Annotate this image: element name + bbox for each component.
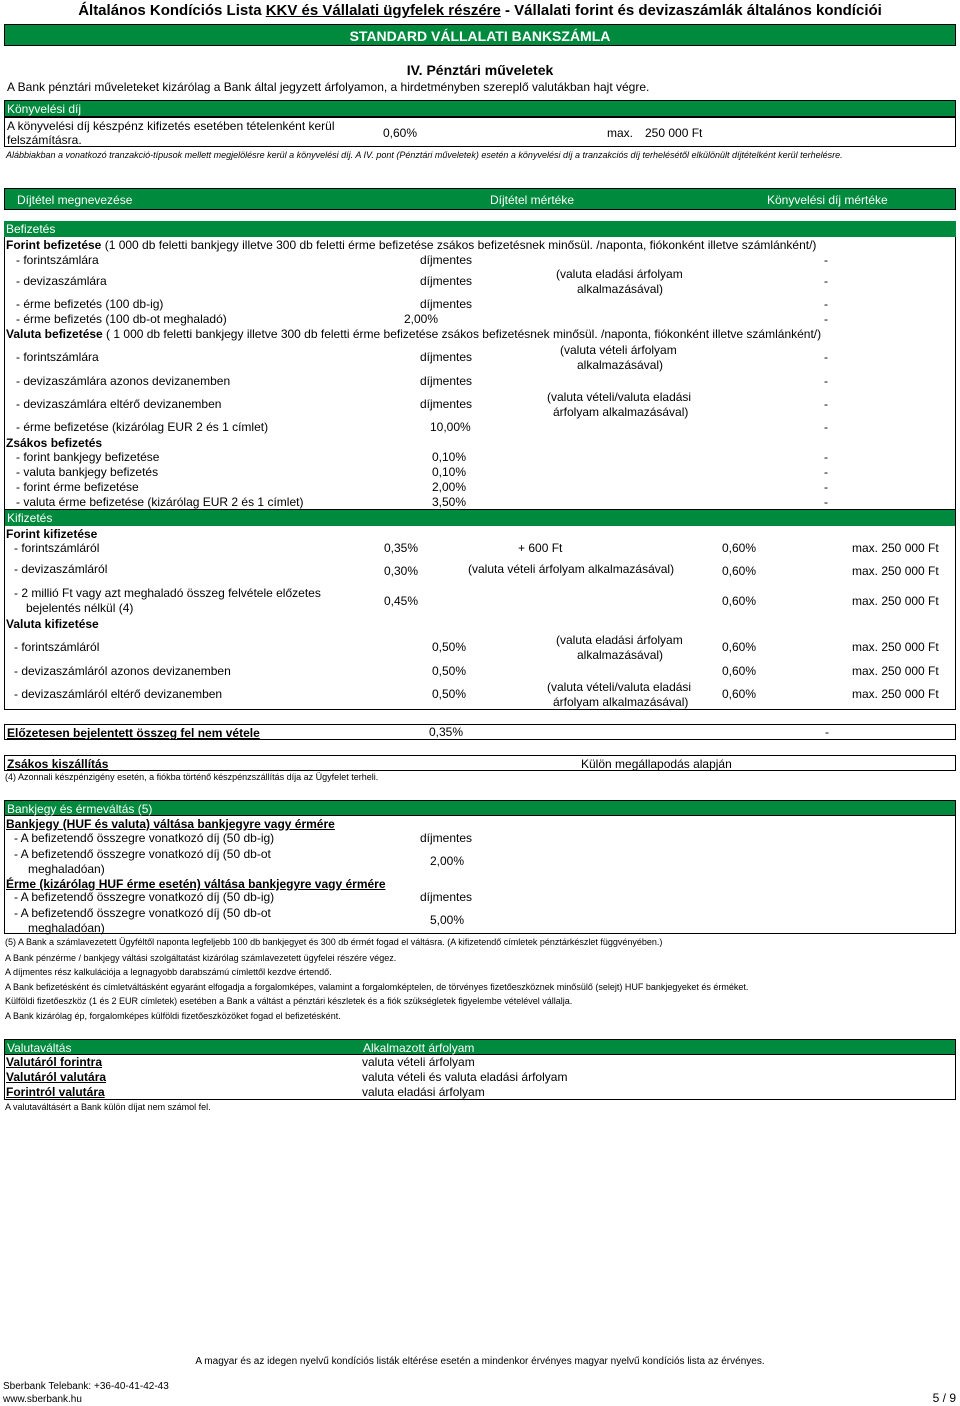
table-row (4, 312, 956, 327)
valuta-kifizetes-text: Valuta kifizetése (6, 617, 99, 631)
table-row (4, 389, 956, 419)
table-row (4, 465, 956, 480)
zsakos-head-text: Zsákos befizetés (6, 436, 103, 450)
row-kmax: max. 250 000 Ft (852, 594, 939, 608)
table-row (4, 664, 956, 679)
table-row (4, 495, 956, 510)
konyvelesi-line2: felszámításra. (7, 133, 82, 147)
table-row (4, 585, 956, 615)
row-fee: díjmentes (420, 831, 473, 845)
row-kmax: max. 250 000 Ft (852, 541, 939, 555)
row-dash: - (824, 480, 828, 494)
row-dash: - (824, 420, 828, 434)
row-dash: - (824, 312, 828, 326)
zsakos-kisz-note: (4) Azonnali készpénzigény esetén, a fiókba történő készpénzszállítás díja az Ügyfelet terheli. (5, 772, 379, 782)
row-label: - devizaszámlára eltérő devizanemben (16, 397, 222, 411)
row-mid: (valuta vételi árfolyam alkalmazásával) (468, 562, 675, 576)
title-prefix: Általános Kondíciós Lista (78, 2, 266, 19)
bankjegy-note-1: (5) A Bank a számlavezetett Ügyféltől naponta legfeljebb 100 db bankjegyet és 300 db érmét fogad el váltásra. (A kifizetendő címletek pénztárkészlet függvényében.) (5, 937, 663, 947)
konyvelesi-body (4, 117, 956, 147)
row-val: valuta vételi árfolyam (362, 1055, 475, 1069)
row-label: - érme befizetés (100 db-ot meghaladó) (16, 312, 227, 326)
forint-befizetes-bold: Forint befizetése (6, 238, 102, 252)
row-label: Valutáról valutára (6, 1070, 107, 1084)
row-fee: 2,00% (430, 854, 465, 868)
table-row (4, 679, 956, 709)
row-note2: árfolyam alkalmazásával) (553, 405, 689, 419)
row-dash: - (824, 374, 828, 388)
row-val: valuta vételi és valuta eladási árfolyam (362, 1070, 568, 1084)
row-label: - forintszámlára (16, 350, 99, 364)
table-row (4, 831, 956, 846)
kifizetes-head (4, 510, 956, 526)
row-fee: 0,50% (432, 687, 467, 701)
konyvelesi-head (4, 100, 956, 117)
valutavaltas-note: A valutaváltásért a Bank külön díjat nem számol fel. (5, 1102, 211, 1112)
bankjegy-note-4: A Bank befizetésként és címletváltásként egyaránt elfogadja a forgalomképes, valamint a forgalomképtelen, de törvényes fizetőeszköznek minősülő (selejt) HUF bankjegyeket és érméket. (5, 982, 749, 992)
table-row (4, 562, 956, 577)
row-fee: 10,00% (430, 420, 471, 434)
table-row (4, 374, 956, 389)
row-fee: díjmentes (420, 253, 473, 267)
forint-befizetes-head (4, 238, 956, 253)
row-label: - devizaszámlára azonos devizanemben (16, 374, 231, 388)
row-note2: árfolyam alkalmazásával) (553, 695, 689, 709)
kifizetes-head-text: Kifizetés (7, 511, 53, 525)
zsakos-kisz-row (4, 755, 956, 771)
section-title: IV. Pénztári műveletek (406, 62, 554, 78)
row-label2: bejelentés nélkül (4) (26, 601, 134, 615)
banner (4, 24, 956, 46)
table-row (4, 846, 956, 876)
row-label: - forintszámlára (16, 253, 99, 267)
row-label1: - A befizetendő összegre vonatkozó díj (50 db-ot (14, 847, 271, 861)
table-row (4, 905, 956, 935)
bankjegy-head (4, 800, 956, 816)
table-row (4, 266, 956, 296)
row-label: - valuta érme befizetése (kizárólag EUR 2 és 1 címlet) (16, 495, 304, 509)
row-label: Forintról valutára (6, 1085, 105, 1099)
valuta-befizetes-bold: Valuta befizetése (6, 327, 103, 341)
row-fee: 5,00% (430, 913, 465, 927)
konyvelesi-max: max. (607, 126, 634, 140)
befizetes-head (4, 221, 956, 237)
table-row (4, 1070, 956, 1085)
row-dash: - (824, 274, 828, 288)
konyvelesi-max-val: 250 000 Ft (645, 126, 703, 140)
table-row (4, 890, 956, 905)
row-label: - devizaszámláról (14, 562, 108, 576)
row-fee: 0,10% (432, 465, 467, 479)
row-note1: (valuta vételi/valuta eladási (547, 390, 692, 404)
table-row (4, 450, 956, 465)
row-fee: 2,00% (432, 480, 467, 494)
elozetes-fee: 0,35% (429, 725, 464, 739)
row-note1: (valuta eladási árfolyam (556, 267, 683, 281)
row-note2: alkalmazásával) (577, 282, 664, 296)
konyvelesi-note: Alábbiakban a vonatkozó tranzakció-típusok mellett megjelölésre kerül a könyvelési díj. A IV. pont (Pénztári műveletek) esetén a könyvelési díj a tranzakciós díj terhelésétől elkülönült díjtételként kerül terhelésre. (6, 150, 843, 160)
bankjegy-note-2: A Bank pénzérme / bankjegy váltási szolgáltatást kizárólag számlavezetett ügyfelei részére végez. (5, 953, 397, 963)
row-kpct: 0,60% (722, 564, 757, 578)
row-fee: díjmentes (420, 274, 473, 288)
table-row (4, 342, 956, 372)
row-note2: alkalmazásával) (577, 648, 664, 662)
valuta-kifizetes-head (4, 617, 956, 632)
col-header-fee: Díjtétel mértéke (490, 193, 575, 207)
row-label: - valuta bankjegy befizetés (16, 465, 159, 479)
row-fee: díjmentes (420, 350, 473, 364)
row-kmax: max. 250 000 Ft (852, 664, 939, 678)
valutavaltas-head (4, 1039, 956, 1055)
row-fee: 0,35% (384, 541, 419, 555)
valuta-befizetes-head (4, 327, 956, 342)
row-kmax: max. 250 000 Ft (852, 564, 939, 578)
banner-text: STANDARD VÁLLALATI BANKSZÁMLA (349, 28, 611, 44)
elozetes-row (4, 724, 956, 740)
row-mid: + 600 Ft (518, 541, 563, 555)
row-kmax: max. 250 000 Ft (852, 687, 939, 701)
footer-web[interactable]: www.sberbank.hu (3, 1394, 82, 1405)
page-number: 5 / 9 (932, 1391, 956, 1405)
befizetes-head-text: Befizetés (6, 222, 56, 236)
section-intro: A Bank pénztári műveleteket kizárólag a Bank által jegyzett árfolyamon, a hirdetményben szereplő valutákban hajt végre. (7, 80, 650, 94)
row-label1: - 2 millió Ft vagy azt meghaladó összeg felvétele előzetes (14, 586, 321, 600)
valutavaltas-head-right: Alkalmazott árfolyam (363, 1041, 475, 1055)
bankjegy-note-6: A Bank kizárólag ép, forgalomképes külföldi fizetőeszközöket fogad el befizetésként. (5, 1011, 341, 1021)
col-header-name: Díjtétel megnevezése (17, 193, 133, 207)
forint-kifizetes-text: Forint kifizetése (6, 527, 98, 541)
row-label: - forint érme befizetése (16, 480, 139, 494)
table-row (4, 632, 956, 662)
row-label: Valutáról forintra (6, 1055, 103, 1069)
row-dash: - (824, 253, 828, 267)
table-row (4, 1085, 956, 1100)
elozetes-dash: - (825, 725, 829, 739)
row-fee: díjmentes (420, 890, 473, 904)
row-label: - forint bankjegy befizetése (16, 450, 160, 464)
row-dash: - (824, 465, 828, 479)
bankjegy-sub1 (4, 817, 956, 832)
row-kpct: 0,60% (722, 687, 757, 701)
bankjegy-sub2-text: Érme (kizárólag HUF érme esetén) váltása bankjegyre vagy érmére (6, 877, 386, 891)
table-row (4, 1055, 956, 1070)
konyvelesi-pct: 0,60% (383, 126, 418, 140)
row-note1: (valuta eladási árfolyam (556, 633, 683, 647)
row-fee: 0,50% (432, 664, 467, 678)
bankjegy-sub1-text: Bankjegy (HUF és valuta) váltása bankjegyre vagy érmére (6, 817, 335, 831)
row-kpct: 0,60% (722, 541, 757, 555)
zsakos-kisz-label: Zsákos kiszállítás (7, 757, 109, 771)
bankjegy-note-5: Külföldi fizetőeszköz (1 és 2 EUR címletek) esetében a Bank a váltást a pénztári készletek és a fiók szükségletek figyelembe vételével vállalja. (5, 996, 573, 1006)
forint-befizetes-label (6, 238, 816, 252)
row-note2: alkalmazásával) (577, 358, 664, 372)
row-kpct: 0,60% (722, 594, 757, 608)
row-dash: - (824, 397, 828, 411)
forint-kifizetes-head (4, 527, 956, 542)
row-kpct: 0,60% (722, 640, 757, 654)
title-suffix: - Vállalati forint és devizaszámlák általános kondíciói (505, 2, 882, 19)
zsakos-kisz-val: Külön megállapodás alapján (581, 757, 732, 771)
row-label: - devizaszámláról eltérő devizanemben (14, 687, 223, 701)
row-fee: díjmentes (420, 397, 473, 411)
page-header-title (0, 2, 960, 19)
row-label2: meghaladóan) (28, 921, 105, 935)
row-dash: - (824, 495, 828, 509)
konyvelesi-head-text: Könyvelési díj (7, 102, 82, 116)
bankjegy-note-3: A díjmentes rész kalkulációja a legnagyobb darabszámú címlettől kezdve értendő. (5, 967, 332, 977)
row-fee: 0,30% (384, 564, 419, 578)
footer-phone: Sberbank Telebank: +36-40-41-42-43 (3, 1381, 169, 1392)
row-fee: díjmentes (420, 297, 473, 311)
row-label: - érme befizetése (kizárólag EUR 2 és 1 címlet) (16, 420, 269, 434)
row-fee: 0,50% (432, 640, 467, 654)
row-label: - érme befizetés (100 db-ig) (16, 297, 164, 311)
elozetes-label: Előzetesen bejelentett összeg fel nem vétele (7, 726, 260, 740)
title-link[interactable]: KKV és Vállalati ügyfelek részére (265, 2, 501, 19)
valutavaltas-head-text: Valutaváltás (7, 1041, 72, 1055)
bankjegy-head-text: Bankjegy és érmeváltás (5) (7, 802, 153, 816)
row-label: - devizaszámlára (16, 274, 107, 288)
valuta-befizetes-rest: ( 1 000 db feletti bankjegy illetve 300 db feletti érme befizetése zsákos befizetésnek minősül. /naponta, fiókonként illetve számlánként/) (102, 327, 822, 341)
row-fee: 0,10% (432, 450, 467, 464)
row-label: - devizaszámláról azonos devizanemben (14, 664, 231, 678)
row-label: - A befizetendő összegre vonatkozó díj (50 db-ig) (14, 890, 275, 904)
row-fee: díjmentes (420, 374, 473, 388)
row-kpct: 0,60% (722, 664, 757, 678)
valuta-befizetes-label (6, 327, 821, 341)
row-label1: - A befizetendő összegre vonatkozó díj (50 db-ot (14, 906, 271, 920)
table-row (4, 297, 956, 312)
row-kmax: max. 250 000 Ft (852, 640, 939, 654)
col-header-konyv: Könyvelési díj mértéke (767, 193, 888, 207)
table-row (4, 541, 956, 556)
table-row (4, 420, 956, 435)
row-val: valuta eladási árfolyam (362, 1085, 485, 1099)
row-label: - forintszámláról (14, 541, 100, 555)
footer-disclaimer: A magyar és az idegen nyelvű kondíciós listák eltérése esetén a mindenkor érvényes magyar nyelvű kondíciós lista az érvényes. (195, 1356, 765, 1367)
konyvelesi-line1: A könyvelési díj készpénz kifizetés esetében tételenként kerül (7, 119, 335, 133)
row-label: - forintszámláról (14, 640, 100, 654)
row-label2: meghaladóan) (28, 862, 105, 876)
row-label: - A befizetendő összegre vonatkozó díj (50 db-ig) (14, 831, 275, 845)
row-dash: - (824, 450, 828, 464)
table-row (4, 480, 956, 495)
row-fee: 2,00% (404, 312, 439, 326)
row-dash: - (824, 350, 828, 364)
row-note1: (valuta vételi árfolyam (560, 343, 677, 357)
forint-befizetes-rest: (1 000 db feletti bankjegy illetve 300 db feletti érme befizetése zsákos befizetésnek minősül. /naponta, fiókonként illetve számlánként/) (101, 238, 817, 252)
row-fee: 0,45% (384, 594, 419, 608)
row-dash: - (824, 297, 828, 311)
row-fee: 3,50% (432, 495, 467, 509)
table-header (4, 188, 956, 210)
row-note1: (valuta vételi/valuta eladási (547, 680, 692, 694)
